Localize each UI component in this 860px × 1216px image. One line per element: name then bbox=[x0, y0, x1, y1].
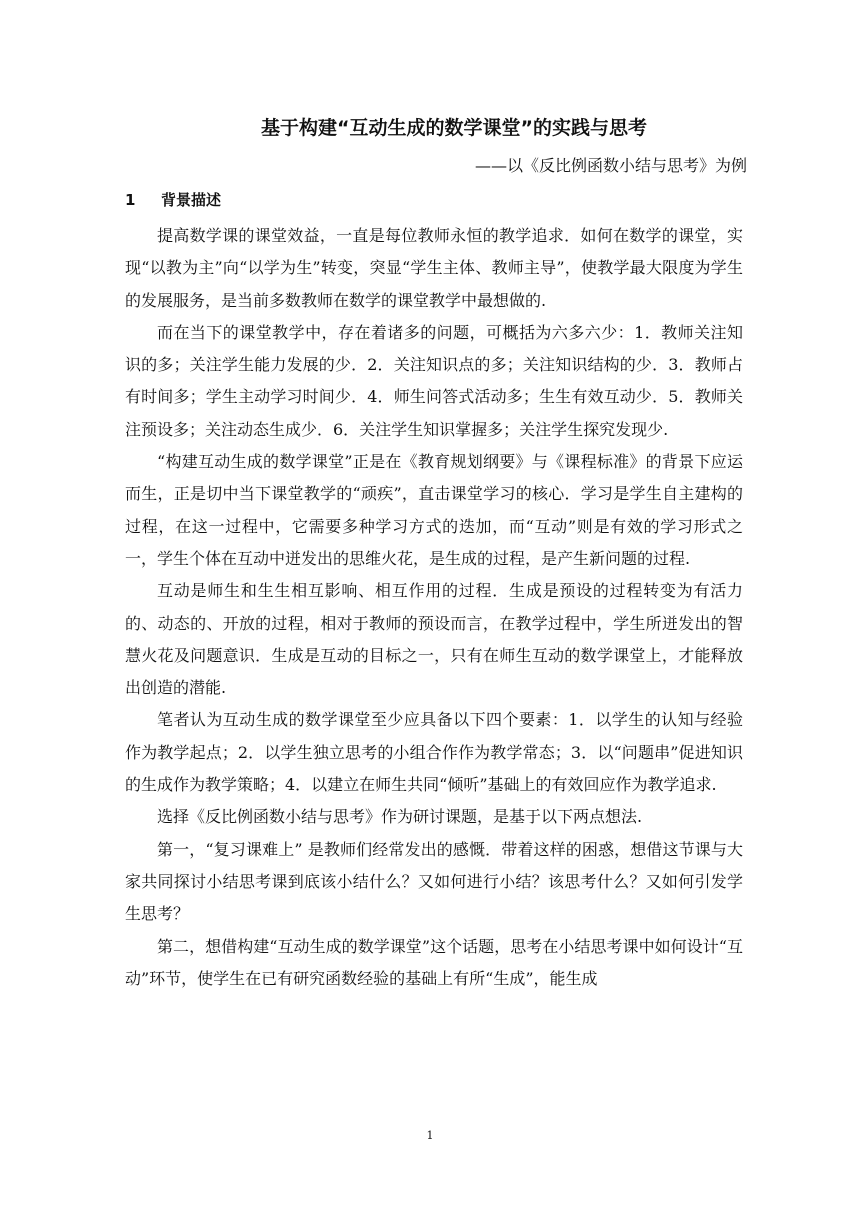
paragraph: 笔者认为互动生成的数学课堂至少应具备以下四个要素：1．以学生的认知与经验作为教学起点；2．以学生独立思考的小组合作作为教学常态；3．以“问题串”促进知识的生成作为教学策略；4．以建立在师生共同“倾听”基础上的有效回应作为教学追求. bbox=[125, 710, 743, 795]
section-heading bbox=[125, 188, 221, 212]
section-title: 背景描述 bbox=[161, 191, 222, 209]
paragraph: “构建互动生成的数学课堂”正是在《教育规划纲要》与《课程标准》的背景下应运而生，正是切中当下课堂教学的“顽疾”，直击课堂学习的核心．学习是学生自主建构的过程，在这一过程中，它需要多种学习方式的迭加，而“互动”则是有效的学习形式之一，学生个体在互动中迸发出的思维火花，是生成的过程，是产生新问题的过程. bbox=[125, 452, 743, 568]
document-subtitle: ——以《反比例函数小结与思考》为例 bbox=[474, 156, 747, 175]
paragraph: 第一，“复习课难上” 是教师们经常发出的感慨．带着这样的困惑，想借这节课与大家共同探讨小结思考课到底该小结什么？又如何进行小结？该思考什么？又如何引发学生思考？ bbox=[125, 839, 743, 924]
paragraph: 选择《反比例函数小结与思考》作为研讨课题，是基于以下两点想法. bbox=[157, 807, 643, 827]
section-number: 1 bbox=[125, 191, 136, 209]
document-title: 基于构建“互动生成的数学课堂”的实践与思考 bbox=[261, 117, 647, 139]
paragraph: 提高数学课的课堂效益，一直是每位教师永恒的教学追求．如何在数学的课堂，实现“以教为主”向“以学为生”转变，突显“学生主体、教师主导”，使教学最大限度为学生的发展服务，是当前多数教师在数学的课堂教学中最想做的. bbox=[125, 226, 743, 310]
paragraph: 而在当下的课堂教学中，存在着诸多的问题，可概括为六多六少：1．教师关注知识的多；关注学生能力发展的少．2．关注知识点的多；关注知识结构的少．3．教师占有时间多；学生主动学习时间少．4．师生问答式活动多；生生有效互动少．5．教师关注预设多；关注动态生成少．6．关注学生知识掌握多；关注学生探究发现少. bbox=[125, 322, 743, 439]
page-number: 1 bbox=[426, 1129, 434, 1142]
paragraph: 第二，想借构建“互动生成的数学课堂”这个话题，思考在小结思考课中如何设计“互动”环节，使学生在已有研究函数经验的基础上有所“生成”，能生成 bbox=[125, 936, 743, 988]
paragraph: 互动是师生和生生相互影响、相互作用的过程．生成是预设的过程转变为有活力的、动态的、开放的过程，相对于教师的预设而言，在教学过程中，学生所迸发出的智慧火花及问题意识．生成是互动的目标之一，只有在师生互动的数学课堂上，才能释放出创造的潜能. bbox=[125, 581, 743, 698]
body-text bbox=[125, 220, 743, 995]
